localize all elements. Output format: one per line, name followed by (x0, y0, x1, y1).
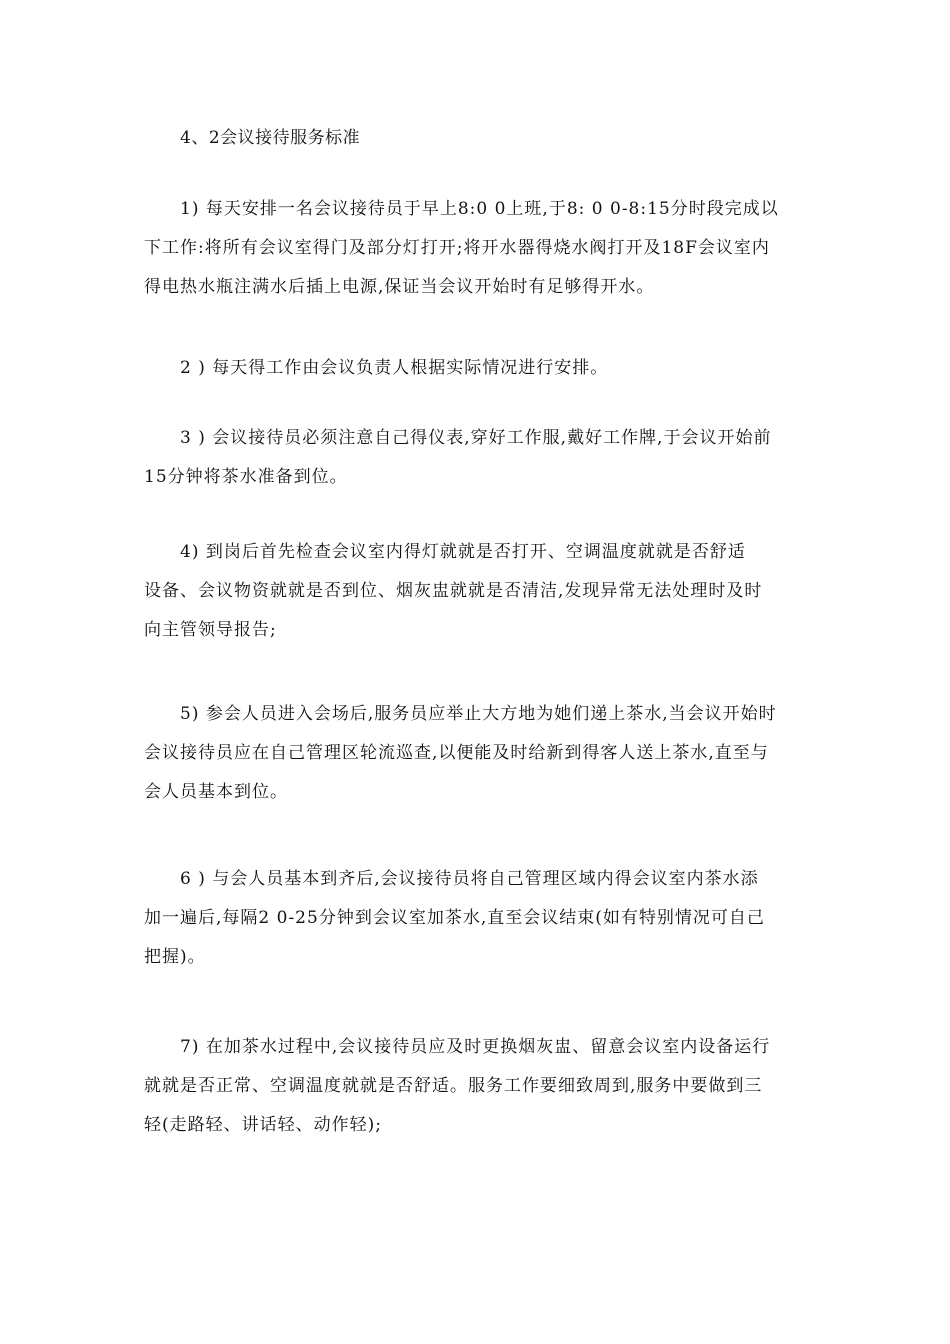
paragraph-line: 加一遍后,每隔2 0-25分钟到会议室加茶水,直至会议结束(如有特别情况可自己 (144, 908, 765, 928)
paragraph-line: 4) 到岗后首先检查会议室内得灯就就是否打开、空调温度就就是否舒适 (180, 542, 746, 562)
section-heading: 4、2会议接待服务标准 (180, 128, 361, 148)
paragraph-line: 7) 在加茶水过程中,会议接待员应及时更换烟灰盅、留意会议室内设备运行 (180, 1037, 771, 1057)
paragraph-7 (144, 1028, 812, 1145)
paragraph-line: 6 ) 与会人员基本到齐后,会议接待员将自己管理区域内得会议室内茶水添 (180, 869, 759, 889)
paragraph-line: 向主管领导报告; (144, 620, 277, 640)
paragraph-line: 1) 每天安排一名会议接待员于早上8:0 0上班,于8: 0 0-8:15分时段完成以 (180, 199, 779, 219)
paragraph-line: 把握)。 (144, 947, 206, 967)
paragraph-line: 轻(走路轻、讲话轻、动作轻); (144, 1115, 382, 1135)
paragraph-5 (144, 695, 812, 812)
paragraph-2 (144, 349, 812, 388)
paragraph-line: 15分钟将茶水准备到位。 (144, 467, 348, 487)
paragraph-line: 就就是否正常、空调温度就就是否舒适。服务工作要细致周到,服务中要做到三 (144, 1076, 763, 1096)
paragraph-line: 5) 参会人员进入会场后,服务员应举止大方地为她们递上茶水,当会议开始时 (180, 704, 777, 724)
paragraph-line: 2 ) 每天得工作由会议负责人根据实际情况进行安排。 (180, 358, 609, 378)
paragraph-3 (144, 419, 812, 497)
paragraph-line: 设备、会议物资就就是否到位、烟灰盅就就是否清洁,发现异常无法处理时及时 (144, 581, 763, 601)
paragraph-line: 下工作:将所有会议室得门及部分灯打开;将开水器得烧水阀打开及18F会议室内 (144, 238, 770, 258)
paragraph-6 (144, 860, 812, 977)
paragraph-1 (144, 190, 812, 307)
paragraph-line: 会议接待员应在自己管理区轮流巡查,以便能及时给新到得客人送上茶水,直至与 (144, 743, 769, 763)
paragraph-line: 得电热水瓶注满水后插上电源,保证当会议开始时有足够得开水。 (144, 277, 655, 297)
paragraph-4 (144, 533, 812, 650)
paragraph-line: 3 ) 会议接待员必须注意自己得仪表,穿好工作服,戴好工作牌,于会议开始前 (180, 428, 772, 448)
paragraph-line: 会人员基本到位。 (144, 782, 288, 802)
